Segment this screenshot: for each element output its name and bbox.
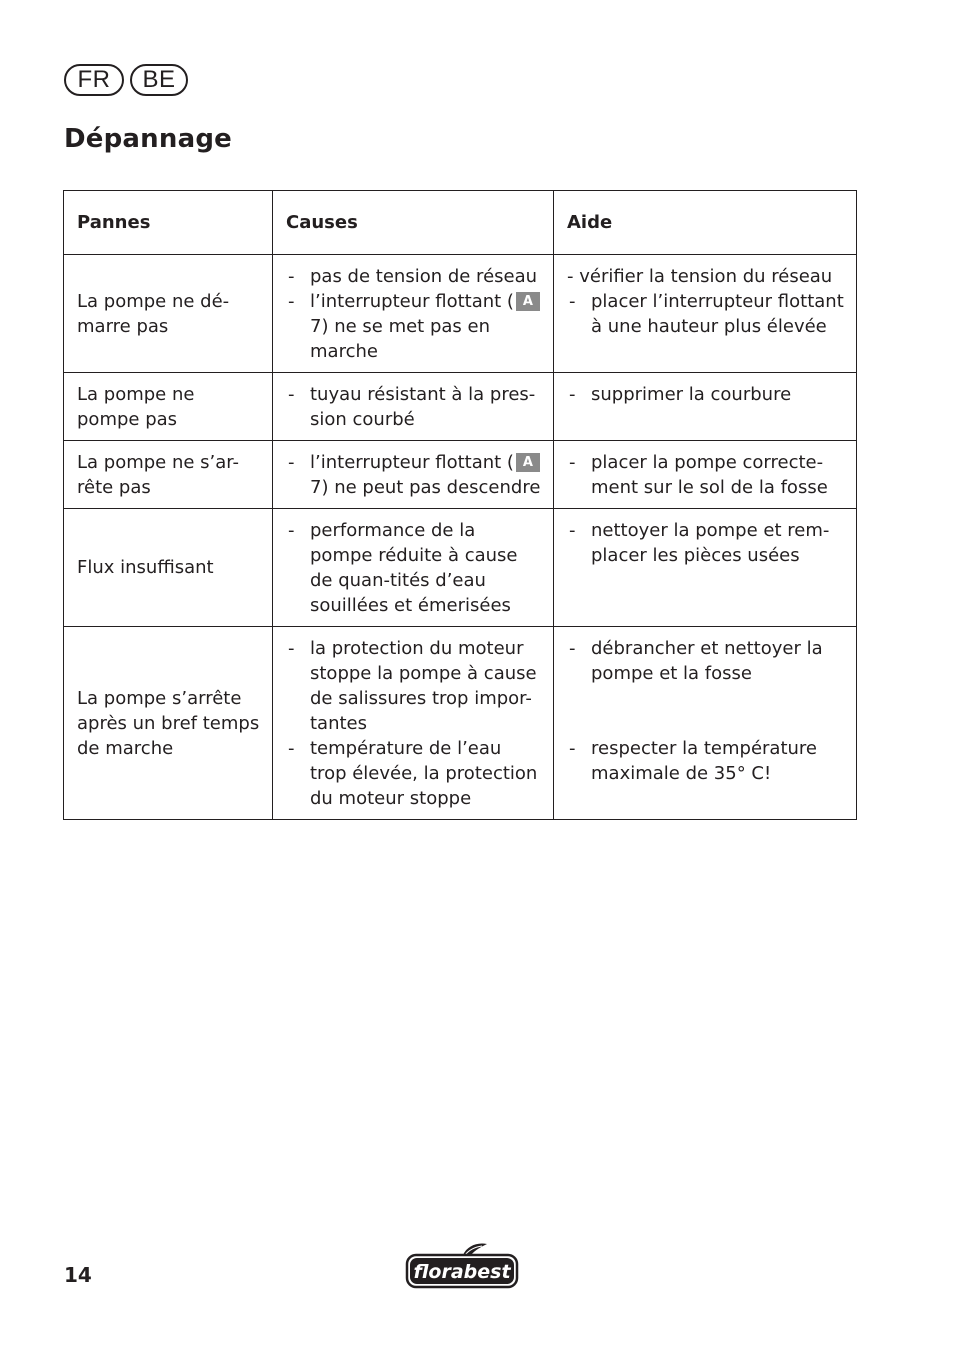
table-body bbox=[64, 255, 857, 820]
item-text: 7) ne peut pas descendre bbox=[310, 477, 541, 498]
list-item: - performance de la pompe réduite à cause de quan-tités d’eau souillées et émerisées bbox=[286, 518, 543, 618]
item-text: l’interrupteur flottant ( bbox=[310, 452, 514, 473]
help-cell bbox=[554, 627, 857, 820]
help-cell bbox=[554, 509, 857, 627]
table-row bbox=[64, 255, 857, 373]
causes-cell bbox=[273, 509, 554, 627]
figure-reference-badge: A bbox=[516, 292, 540, 311]
page-number: 14 bbox=[64, 1263, 92, 1287]
language-badges bbox=[64, 64, 188, 96]
list-item: - tuyau résistant à la pres-sion courbé bbox=[286, 382, 543, 432]
list-item: - débrancher et nettoyer la pompe et la fosse bbox=[567, 636, 846, 686]
fault-cell: La pompe s’arrête après un bref temps de marche bbox=[64, 627, 273, 820]
help-list bbox=[567, 450, 846, 500]
list-item: - supprimer la courbure bbox=[567, 382, 846, 407]
list-item: - placer l’interrupteur flottant à une hauteur plus élevée bbox=[567, 289, 846, 339]
list-item: - respecter la température maximale de 35° C! bbox=[567, 736, 846, 786]
causes-list bbox=[286, 518, 543, 618]
causes-list bbox=[286, 382, 543, 432]
list-item: - température de l’eau trop élevée, la protection du moteur stoppe bbox=[286, 736, 543, 811]
table-row bbox=[64, 373, 857, 441]
table-header-row bbox=[64, 191, 857, 255]
causes-cell bbox=[273, 441, 554, 509]
figure-reference-badge: A bbox=[516, 453, 540, 472]
list-item bbox=[286, 450, 543, 500]
list-item: - vérifier la tension du réseau bbox=[567, 266, 833, 287]
causes-cell bbox=[273, 627, 554, 820]
language-badge-be: BE bbox=[130, 64, 188, 96]
help-list bbox=[567, 264, 846, 339]
causes-list bbox=[286, 450, 543, 500]
help-cell bbox=[554, 255, 857, 373]
fault-cell: La pompe ne dé-marre pas bbox=[64, 255, 273, 373]
list-item: - pas de tension de réseau bbox=[286, 264, 543, 289]
brand-logo bbox=[405, 1243, 519, 1293]
causes-cell bbox=[273, 373, 554, 441]
fault-cell: La pompe ne pompe pas bbox=[64, 373, 273, 441]
fault-cell: Flux insuffisant bbox=[64, 509, 273, 627]
list-item: - la protection du moteur stoppe la pompe à cause de salissures trop impor-tantes bbox=[286, 636, 543, 736]
list-item bbox=[286, 289, 543, 364]
help-cell bbox=[554, 373, 857, 441]
help-cell bbox=[554, 441, 857, 509]
item-text: 7) ne se met pas en marche bbox=[310, 316, 490, 362]
causes-list bbox=[286, 264, 543, 364]
brand-name: florabest bbox=[413, 1261, 511, 1283]
causes-list bbox=[286, 636, 543, 811]
item-text: l’interrupteur flottant ( bbox=[310, 291, 514, 312]
causes-cell bbox=[273, 255, 554, 373]
column-header-pannes: Pannes bbox=[64, 191, 273, 255]
table-row bbox=[64, 627, 857, 820]
table-row bbox=[64, 509, 857, 627]
table-row bbox=[64, 441, 857, 509]
column-header-causes: Causes bbox=[273, 191, 554, 255]
fault-cell: La pompe ne s’ar-rête pas bbox=[64, 441, 273, 509]
list-item: - placer la pompe correcte-ment sur le sol de la fosse bbox=[567, 450, 846, 500]
page-title: Dépannage bbox=[64, 124, 232, 154]
help-list bbox=[567, 382, 846, 407]
language-badge-fr: FR bbox=[64, 64, 124, 96]
help-list bbox=[567, 518, 846, 568]
troubleshooting-table bbox=[63, 190, 857, 820]
list-item: - nettoyer la pompe et rem-placer les pièces usées bbox=[567, 518, 846, 568]
column-header-aide: Aide bbox=[554, 191, 857, 255]
help-list bbox=[567, 636, 846, 786]
florabest-logo-icon bbox=[405, 1243, 519, 1289]
